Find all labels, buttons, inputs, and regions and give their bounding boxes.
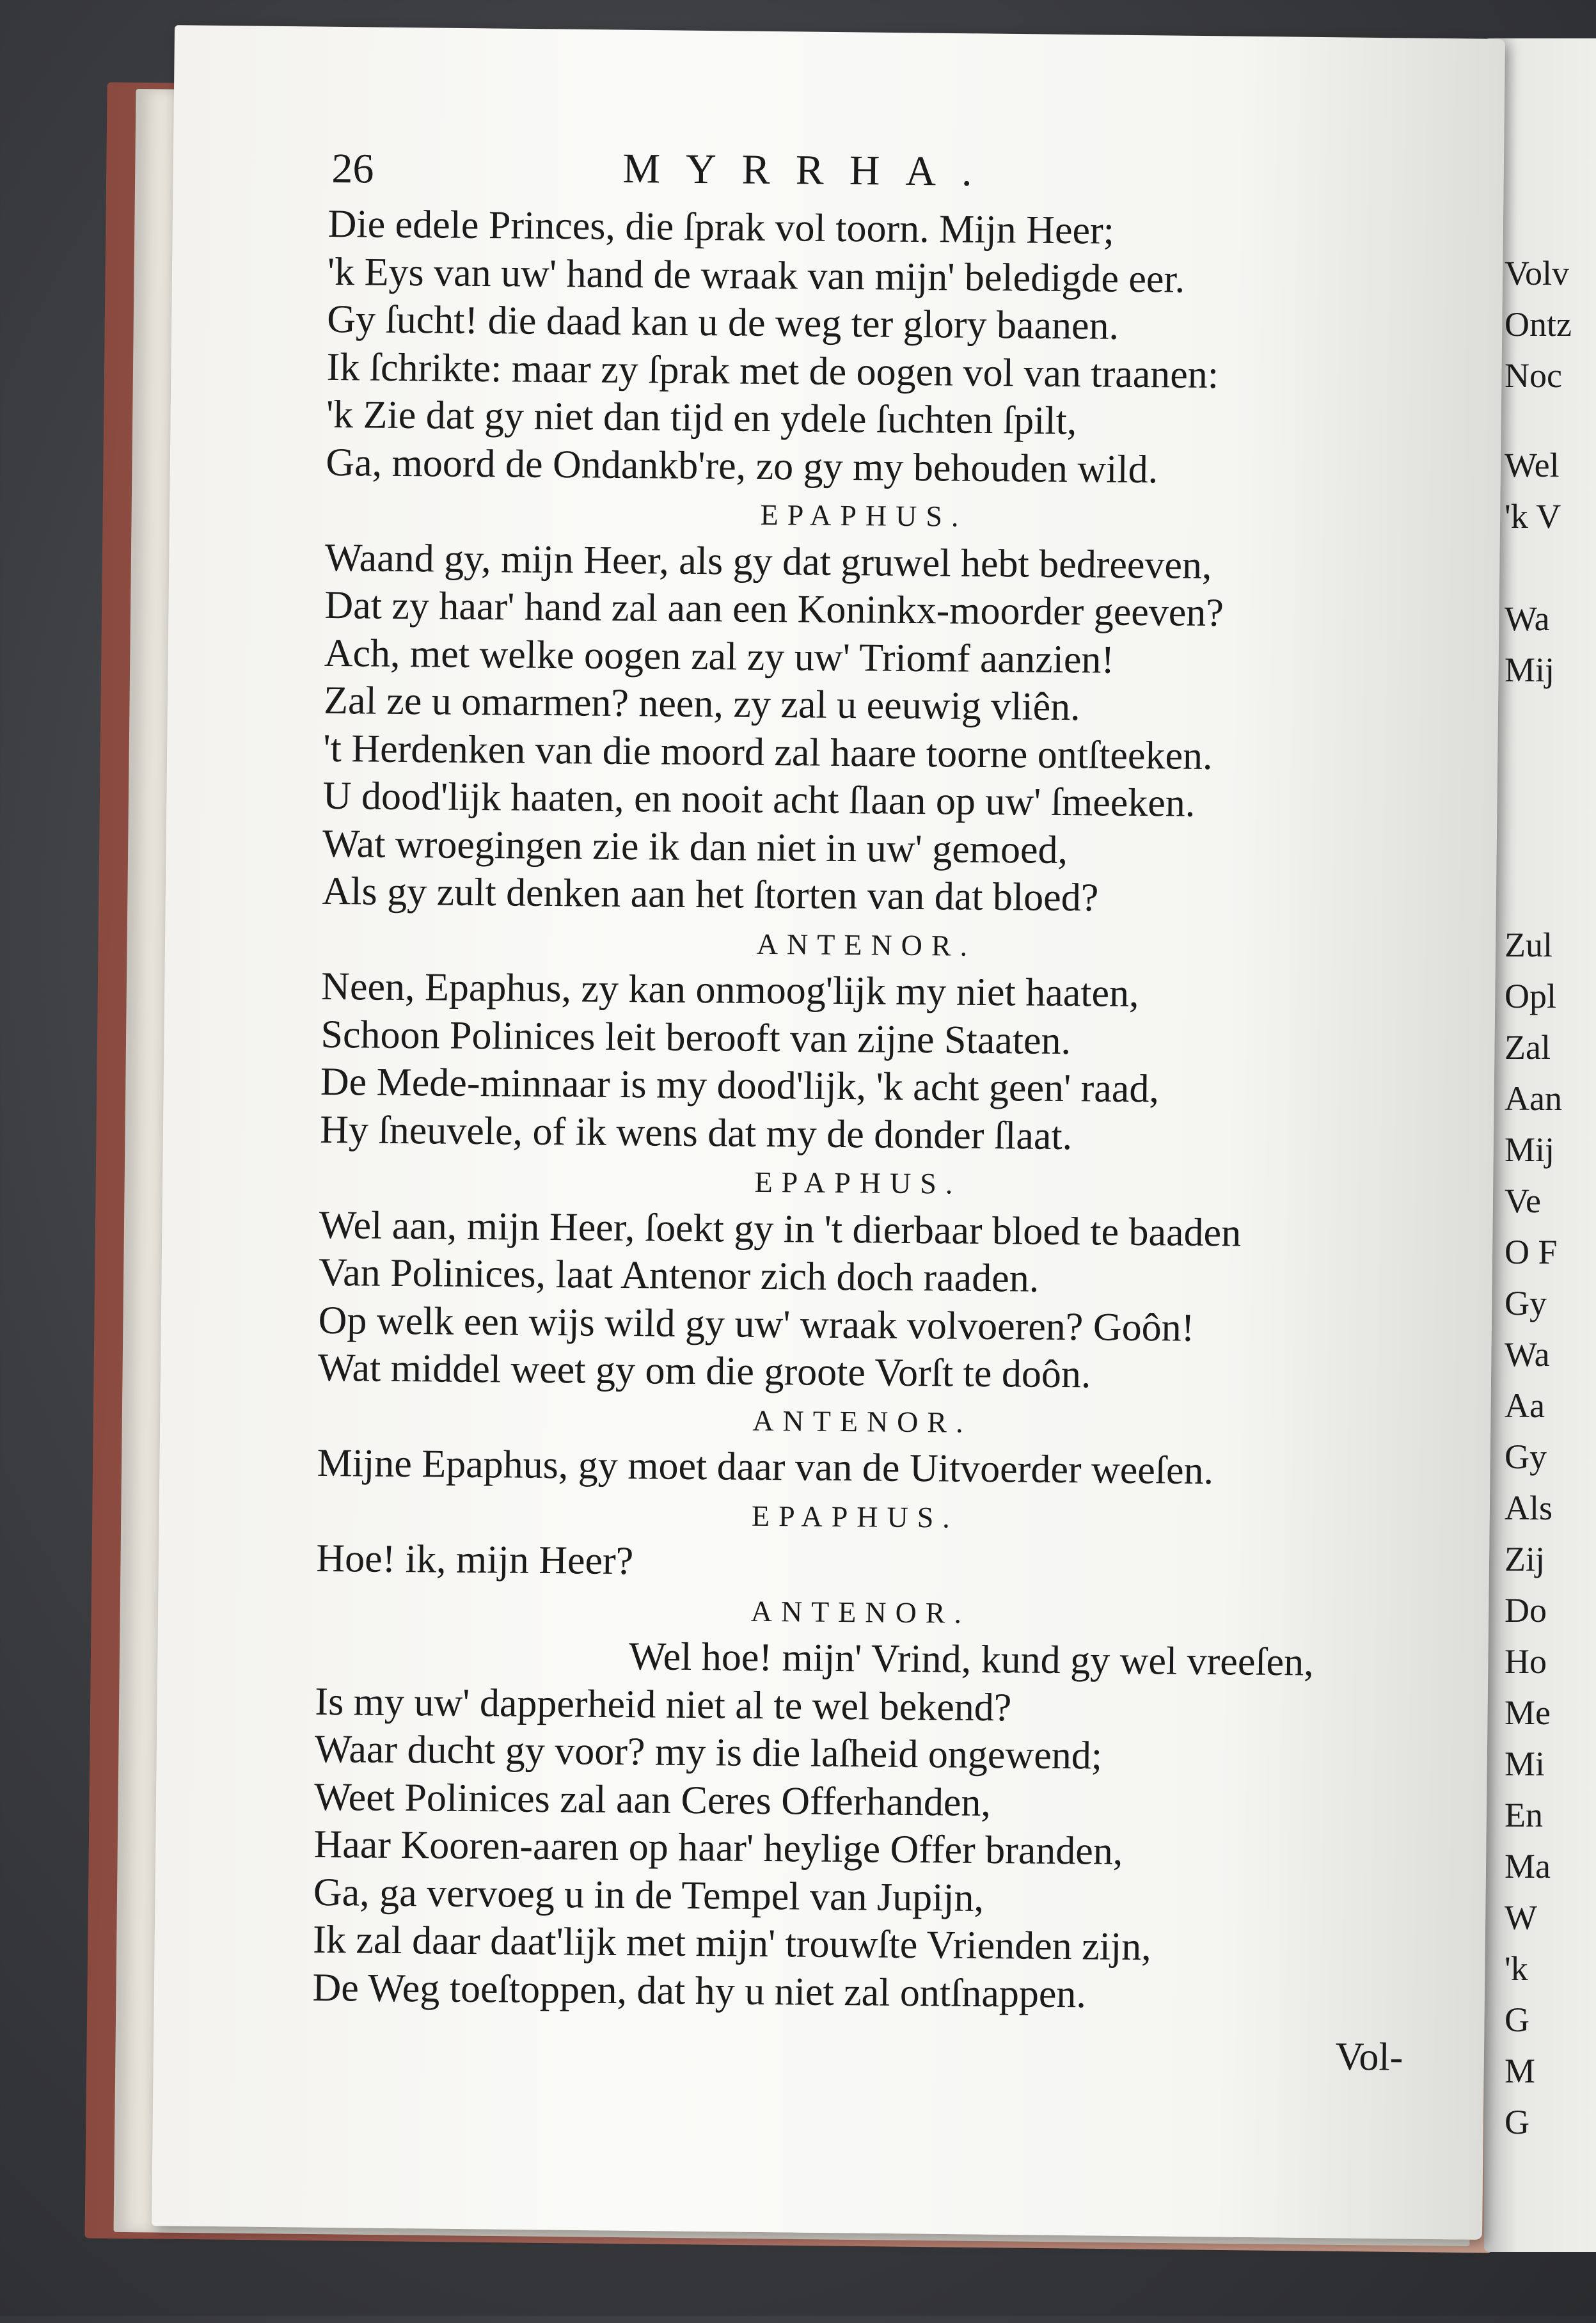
facing-page-fragment: W — [1505, 1898, 1537, 1937]
verse-line: De Weg toeſtoppen, dat hy u niet zal ontſnappen. — [312, 1965, 1087, 2016]
facing-page-fragment: 'k — [1505, 1949, 1528, 1988]
facing-page-fragment: En — [1505, 1796, 1543, 1834]
facing-page-fragment: Noc — [1505, 356, 1562, 395]
verse-line: Gy ſucht! die daad kan u de weg ter glory baanen. — [327, 297, 1119, 348]
verse-line: 't Herdenken van die moord zal haare toorne ontſteeken. — [323, 726, 1213, 778]
facing-page-fragment: Opl — [1505, 977, 1556, 1015]
verse-line: Dat zy haar' hand zal aan een Koninkx-moorder geeven? — [324, 583, 1224, 635]
facing-page-fragment: Mi — [1505, 1745, 1545, 1783]
facing-page-fragment: Aan — [1505, 1079, 1562, 1118]
verse-line: 'k Zie dat gy niet dan tijd en ydele ſuchten ſpilt, — [326, 392, 1077, 443]
facing-page-fragment: Wa — [1505, 1335, 1550, 1374]
verse-line: U dood'lijk haaten, en nooit acht ſlaan op uw' ſmeeken. — [322, 773, 1196, 825]
facing-page-fragment: Ve — [1505, 1182, 1541, 1220]
facing-page-fragment: Me — [1505, 1693, 1551, 1732]
facing-page-fragment: O F — [1505, 1233, 1558, 1271]
verse-line: 'k Eys van uw' hand de wraak van mijn' beledigde eer. — [327, 250, 1185, 301]
facing-page-fragment: G — [1505, 2001, 1529, 2039]
facing-page-fragment: Zij — [1505, 1540, 1545, 1578]
verse-line: Neen, Epaphus, zy kan onmoog'lijk my niet haaten, — [320, 964, 1139, 1016]
speaker-name: EPAPHUS. — [754, 1165, 962, 1200]
verse-line: Die edele Princes, die ſprak vol toorn. Mijn Heer; — [328, 202, 1115, 253]
verse-line: Wel aan, mijn Heer, ſoekt gy in 't dierbaar bloed te baaden — [319, 1203, 1242, 1255]
facing-page-fragment: Mij — [1505, 1130, 1555, 1169]
facing-page-fragment: G — [1505, 2103, 1529, 2141]
running-title: MYRRHA. — [622, 145, 998, 196]
speaker-name: EPAPHUS. — [760, 498, 968, 533]
verse-line: Hoe! ik, mijn Heer? — [316, 1536, 634, 1583]
verse-line: Als gy zult denken aan het ſtorten van dat bloed? — [322, 869, 1099, 920]
catchword: Vol- — [1335, 2034, 1403, 2079]
verse-line: Schoon Polinices leit berooft van zijne Staaten. — [320, 1012, 1071, 1063]
speaker-name: ANTENOR. — [752, 1404, 972, 1439]
facing-page-fragment: Aa — [1505, 1386, 1545, 1425]
verse-line: Ga, moord de Ondankb're, zo gy my behouden wild. — [326, 440, 1158, 491]
facing-page-fragment: Ontz — [1505, 305, 1572, 344]
verse-line: Wat middel weet gy om die groote Vorſt te doôn. — [317, 1345, 1091, 1397]
verse-line: Ik ſchrikte: maar zy ſprak met de oogen vol van traanen: — [326, 345, 1219, 397]
speaker-name: ANTENOR. — [750, 1594, 971, 1629]
speaker-name: EPAPHUS. — [751, 1499, 960, 1534]
facing-page-fragment: Do — [1505, 1591, 1547, 1629]
verse-line: Ik zal daar daat'lijk met mijn' trouwſte Vrienden zijn, — [312, 1917, 1151, 1969]
facing-page-fragment: Gy — [1505, 1438, 1547, 1476]
facing-page-fragment: Ho — [1505, 1642, 1547, 1681]
facing-page-fragment: M — [1505, 2052, 1536, 2090]
facing-page-fragment: Ma — [1505, 1847, 1551, 1885]
verse-line: Weet Polinices zal aan Ceres Offerhanden, — [313, 1775, 992, 1825]
page-number: 26 — [331, 145, 374, 193]
verse-line: Wel hoe! mijn' Vrind, kund gy wel vreeſen, — [628, 1635, 1314, 1685]
verse-line: Is my uw' dapperheid niet al te wel bekend? — [315, 1679, 1012, 1729]
speaker-name: ANTENOR. — [756, 927, 977, 962]
verse-line: Wat wroegingen zie ik dan niet in uw' gemoed, — [322, 821, 1068, 872]
facing-page-fragment: Zal — [1505, 1028, 1551, 1066]
verse-line: Ach, met welke oogen zal zy uw' Triomf aanzien! — [324, 631, 1115, 682]
verse-line: Mijne Epaphus, gy moet daar van de Uitvoerder weeſen. — [317, 1441, 1214, 1493]
verse-line: Ga, ga vervoeg u in de Tempel van Jupijn, — [313, 1870, 984, 1920]
verse-line: Haar Kooren-aaren op haar' heylige Offer branden, — [313, 1822, 1123, 1873]
facing-page-fragment: Zul — [1505, 926, 1553, 964]
facing-page-fragment: 'k V — [1505, 497, 1561, 535]
verse-line: Hy ſneuvele, of ik wens dat my de donder ſlaat. — [319, 1107, 1073, 1158]
facing-page-fragment: Mij — [1505, 651, 1555, 689]
facing-page-fragment: Wel — [1505, 446, 1560, 484]
verse-line: De Mede-minnaar is my dood'lijk, 'k acht geen' raad, — [320, 1059, 1160, 1111]
verse-line: Van Polinices, laat Antenor zich doch raaden. — [319, 1250, 1039, 1301]
verse-line: Waar ducht gy voor? my is die laſheid ongewend; — [314, 1727, 1103, 1778]
facing-page-fragment: Volv — [1505, 254, 1570, 292]
verse-line: Op welk een wijs wild gy uw' wraak volvoeren? Goôn! — [318, 1298, 1195, 1350]
facing-page-fragment: Wa — [1505, 599, 1550, 638]
facing-page-fragment: Gy — [1505, 1284, 1547, 1322]
facing-page-fragment: Als — [1505, 1489, 1553, 1527]
verse-line: Zal ze u omarmen? neen, zy zal u eeuwig vliên. — [323, 678, 1081, 729]
verse-line: Waand gy, mijn Heer, als gy dat gruwel hebt bedreeven, — [324, 535, 1212, 587]
